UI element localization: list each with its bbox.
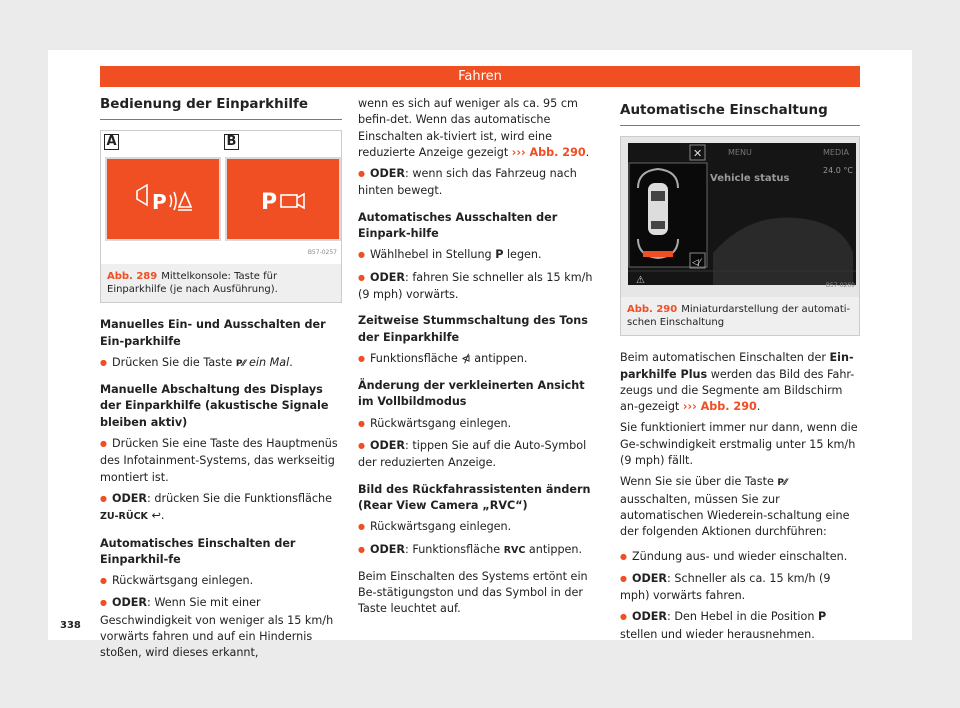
list-item: ● ODER: Wenn Sie mit einer Geschwindigkeit von weniger als 15 km/h vorwärts fahren und auf ein Hindernis stoßen, wird dieses erkannt, bbox=[100, 595, 342, 661]
list-item: ● Drücken Sie die Taste P⁄⁄ ein Mal. bbox=[100, 355, 342, 372]
list-item: ● ODER: fahren Sie schneller als 15 km/h (9 mph) vorwärts. bbox=[358, 270, 601, 304]
paragraph: Beim Einschalten des Systems ertönt ein Be-stätigungston und das Symbol in der Taste leuchtet auf. bbox=[358, 569, 588, 616]
park-camera-icon bbox=[227, 159, 339, 239]
heading-mute: Zeitweise Stummschaltung des Tons der Einparkhilfe bbox=[358, 314, 588, 344]
list-item: ● ODER: wenn sich das Fahrzeug nach hinten bewegt. bbox=[358, 166, 601, 200]
list-item: ● Zündung aus- und wieder einschalten. bbox=[620, 549, 860, 566]
park-assist-button-b bbox=[225, 157, 341, 241]
figure-289-image bbox=[101, 131, 341, 264]
figure-label-b: B bbox=[224, 134, 239, 150]
infotainment-screen bbox=[628, 143, 856, 285]
figure-289 bbox=[100, 130, 342, 303]
heading-rvc: Bild des Rückfahrassistenten ändern (Rear View Camera „RVC“) bbox=[358, 482, 591, 512]
paragraph: Sie funktioniert immer nur dann, wenn die Ge-schwindigkeit erstmalig unter 15 km/h (9 mph) fällt. bbox=[620, 421, 858, 468]
list-item: ● ODER: Funktionsfläche RVC antippen. bbox=[358, 542, 601, 559]
list-item: ● ODER: Den Hebel in die Position P stellen und wieder herausnehmen. bbox=[620, 609, 860, 643]
rear-segment bbox=[643, 251, 673, 257]
figure-290 bbox=[620, 136, 860, 336]
figure-link[interactable]: ››› Abb. 290 bbox=[682, 400, 757, 414]
paragraph: Wenn Sie sie über die Taste P⁄⁄ ausschalten, müssen Sie zur automatischen Wiederein-schaltung eine der folgenden Aktionen durchführen: bbox=[620, 475, 850, 539]
section-title-auto: Automatische Einschaltung bbox=[620, 102, 860, 126]
park-key-icon: P⁄⁄ bbox=[777, 478, 788, 489]
list-item: ● Drücken Sie eine Taste des Hauptmenüs des Infotainment-Systems, das werkseitig montiert ist. bbox=[100, 436, 342, 486]
parking-mini-view bbox=[628, 143, 856, 285]
figure-290-image bbox=[621, 137, 859, 297]
close-icon[interactable]: ✕ bbox=[693, 147, 703, 161]
chapter-header: Fahren bbox=[100, 66, 860, 87]
warning-icon: ⚠ bbox=[636, 275, 645, 286]
figure-label-a: A bbox=[104, 134, 119, 150]
park-key-icon: P⁄⁄ bbox=[235, 358, 246, 369]
menu-label: MENU bbox=[728, 148, 752, 158]
mute-icon: ⋪ bbox=[461, 351, 471, 365]
figure-caption: Abb. 289 Mittelkonsole: Taste für Einparkhilfe (je nach Ausführung). bbox=[101, 264, 341, 302]
heading-auto-off: Automatisches Ausschalten der Einpark-hilfe bbox=[358, 210, 558, 241]
column-3 bbox=[620, 96, 860, 648]
paragraph: Beim automatischen Einschalten der Ein-parkhilfe Plus werden das Bild des Fahr-zeugs und die Segmente am Bildschirm an-gezeigt ››› Abb. 290. bbox=[620, 351, 855, 414]
column-2 bbox=[358, 96, 601, 623]
vehicle-status-label: Vehicle status bbox=[710, 173, 790, 185]
svg-text:P: P bbox=[261, 190, 278, 216]
figure-caption: Abb. 290 Miniaturdarstellung der automati-schen Einschaltung bbox=[621, 297, 859, 335]
back-arrow-icon: ↩ bbox=[151, 509, 161, 523]
column-1 bbox=[100, 96, 342, 667]
heading-auto-on: Automatisches Einschalten der Einparkhil-fe bbox=[100, 536, 296, 566]
heading-view-change: Änderung der verkleinerten Ansicht im Vollbildmodus bbox=[358, 379, 585, 409]
heading-manual-switch: Manuelles Ein- und Ausschalten der Ein-parkhilfe bbox=[100, 318, 326, 348]
list-item: ● ODER: tippen Sie auf die Auto-Symbol der reduzierten Anzeige. bbox=[358, 438, 601, 472]
list-item: ● ODER: Schneller als ca. 15 km/h (9 mph) vorwärts fahren. bbox=[620, 571, 860, 605]
list-item: ● Rückwärtsgang einlegen. bbox=[358, 519, 601, 536]
mute-icon[interactable]: ◁⁄ bbox=[692, 258, 701, 269]
svg-text:P: P bbox=[152, 190, 167, 215]
section-title-einparkhilfe: Bedienung der Einparkhilfe bbox=[100, 96, 342, 120]
heading-display-off: Manuelle Abschaltung des Displays der Einparkhilfe (akustische Signale bleiben aktiv) bbox=[100, 383, 329, 429]
temperature-label: 24.0 °C bbox=[823, 166, 853, 176]
list-item: ● Funktionsfläche ⋪ antippen. bbox=[358, 351, 601, 368]
park-assist-button-a bbox=[105, 157, 221, 241]
media-label: MEDIA bbox=[823, 148, 849, 158]
list-item: ● Wählhebel in Stellung P legen. bbox=[358, 247, 601, 264]
paragraph: wenn es sich auf weniger als ca. 95 cm befin-det. Wenn das automatische Einschalten ak-tiviert ist, wird eine reduzierte Anzeige gezeigt ››› Abb. 290. bbox=[358, 97, 590, 159]
park-sensor-icon bbox=[107, 159, 219, 239]
list-item: ● ODER: drücken Sie die Funktionsfläche ZU-RÜCK ↩. bbox=[100, 491, 342, 526]
page-number: 338 bbox=[60, 620, 81, 631]
figure-link[interactable]: ››› Abb. 290 bbox=[511, 145, 586, 159]
figure-code: B57-0269 bbox=[825, 282, 855, 289]
list-item: ● Rückwärtsgang einlegen. bbox=[358, 416, 601, 433]
list-item: ● Rückwärtsgang einlegen. bbox=[100, 573, 342, 590]
figure-code: B57-0257 bbox=[307, 249, 337, 256]
